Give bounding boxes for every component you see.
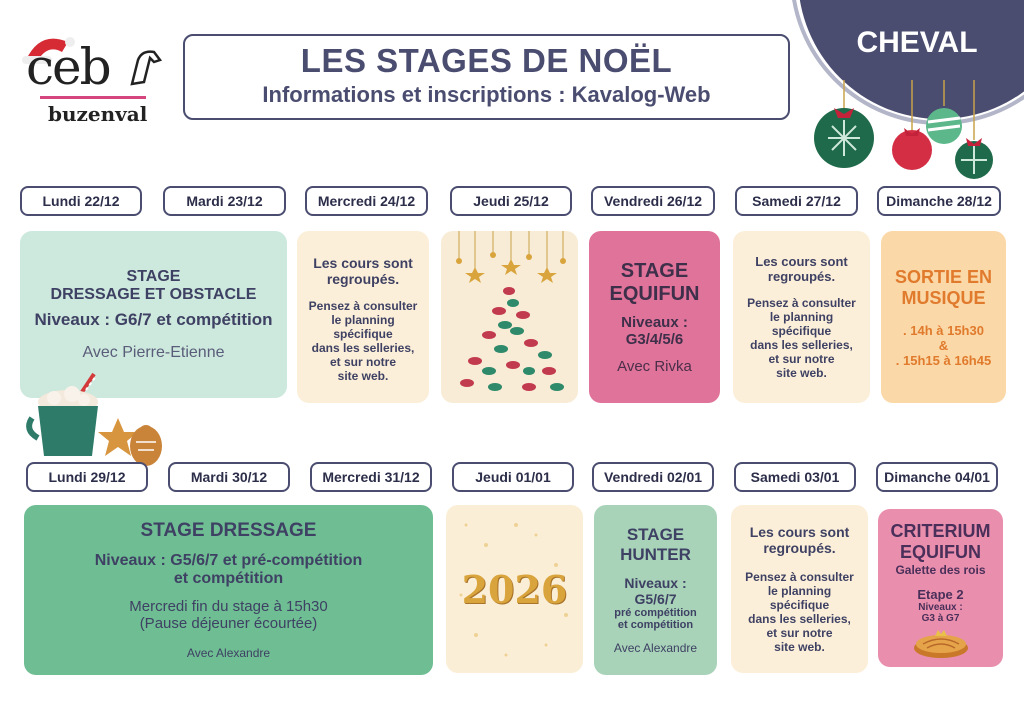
card-title: STAGE <box>620 259 689 282</box>
page-title: LES STAGES DE NOËL <box>300 42 673 79</box>
day-label: Samedi 27/12 <box>735 186 858 216</box>
info-line: spécifique <box>333 327 393 341</box>
info-line: site web. <box>337 369 389 383</box>
card-title: DRESSAGE ET OBSTACLE <box>50 285 257 303</box>
horse-head-icon <box>128 46 164 86</box>
info-line: Pensez à consulter <box>745 570 854 584</box>
info-line: le planning <box>769 310 834 324</box>
card-title: CRITERIUM <box>890 521 991 541</box>
day-label: Samedi 03/01 <box>734 462 856 492</box>
info-line: site web. <box>776 366 827 380</box>
card-title: SORTIE EN <box>894 266 992 287</box>
day-label: Mardi 30/12 <box>168 462 290 492</box>
info-line: regroupés. <box>767 269 836 284</box>
info-card <box>733 231 870 403</box>
info-line: dans les selleries, <box>750 338 853 352</box>
card-coach: Avec Alexandre <box>186 646 271 660</box>
info-line: Les cours sont <box>749 524 850 540</box>
day-label: Dimanche 04/01 <box>876 462 998 492</box>
day-label: Lundi 22/12 <box>20 186 142 216</box>
info-line: spécifique <box>771 324 832 338</box>
info-line: Les cours sont <box>755 254 848 269</box>
card-title: STAGE <box>626 525 685 544</box>
horse-tree-illustration <box>441 231 578 403</box>
card-title: HUNTER <box>620 545 691 564</box>
card-note: (Pause déjeuner écourtée) <box>139 615 318 632</box>
card-levels: et compétition <box>617 619 694 631</box>
day-label: Mercredi 31/12 <box>310 462 432 492</box>
logo-subtitle: buzenval <box>48 102 148 126</box>
day-label: Mercredi 24/12 <box>305 186 428 216</box>
card-levels: G3/4/5/6 <box>625 330 684 348</box>
info-line: le planning <box>331 313 395 327</box>
card-title: STAGE DRESSAGE <box>140 520 317 541</box>
day-label: Lundi 29/12 <box>26 462 148 492</box>
card-title: EQUIFUN <box>609 282 700 305</box>
info-line: et sur notre <box>329 355 396 369</box>
info-line: spécifique <box>769 598 830 612</box>
info-line: Pensez à consulter <box>747 296 856 310</box>
galette-icon <box>911 628 971 660</box>
event-card-sortie-musique <box>881 231 1006 403</box>
card-levels: G5/6/7 <box>634 591 677 607</box>
info-line: le planning <box>767 584 832 598</box>
card-levels: pré compétition <box>614 607 697 619</box>
logo <box>18 30 168 130</box>
page-subtitle: Informations et inscriptions : Kavalog-Web <box>262 82 711 107</box>
card-levels: Niveaux : <box>624 575 687 591</box>
logo-mark: ceb <box>26 38 110 96</box>
info-line: et sur notre <box>768 352 835 366</box>
info-line: site web. <box>774 640 825 654</box>
new-year-card <box>446 505 583 673</box>
info-line: Pensez à consulter <box>308 299 418 313</box>
event-card-criterium <box>878 509 1003 667</box>
info-line: regroupés. <box>763 540 836 556</box>
badge-label: CHEVAL <box>856 26 978 59</box>
day-label: Vendredi 26/12 <box>591 186 715 216</box>
card-coach: Avec Pierre-Etienne <box>82 343 225 361</box>
card-coach: Avec Alexandre <box>613 641 698 655</box>
card-time: . 14h à 15h30 <box>903 322 984 338</box>
info-line: Les cours sont <box>313 255 413 271</box>
day-label: Jeudi 01/01 <box>452 462 574 492</box>
day-label: Vendredi 02/01 <box>592 462 714 492</box>
card-subtitle: Galette des rois <box>895 563 986 577</box>
card-levels: Niveaux : <box>621 313 688 331</box>
card-levels: Niveaux : <box>918 602 963 613</box>
info-card <box>731 505 868 673</box>
card-levels: G3 à G7 <box>921 613 960 624</box>
logo-underline <box>40 96 146 99</box>
card-title: EQUIFUN <box>900 542 981 562</box>
card-stage: Etape 2 <box>917 587 964 602</box>
info-card <box>297 231 429 403</box>
info-line: dans les selleries, <box>748 612 851 626</box>
card-levels: et compétition <box>173 570 284 587</box>
header-box <box>183 34 790 120</box>
card-time: . 15h15 à 16h45 <box>895 352 992 368</box>
card-levels: Niveaux : G6/7 et compétition <box>34 309 273 329</box>
info-line: regroupés. <box>326 271 400 287</box>
card-time: & <box>938 337 949 353</box>
day-label: Jeudi 25/12 <box>450 186 572 216</box>
card-title: MUSIQUE <box>901 287 986 308</box>
info-line: dans les selleries, <box>311 341 415 355</box>
info-line: et sur notre <box>766 626 833 640</box>
card-note: Mercredi fin du stage à 15h30 <box>129 598 328 615</box>
stage-card-equifun <box>589 231 720 403</box>
card-coach: Avec Rivka <box>617 357 692 375</box>
day-label: Mardi 23/12 <box>163 186 286 216</box>
card-title: STAGE <box>126 267 181 285</box>
christmas-ornament-icon <box>808 80 1008 190</box>
day-label: Dimanche 28/12 <box>877 186 1001 216</box>
year-number: 2026 <box>461 566 568 612</box>
stage-card-dressage <box>24 505 433 675</box>
stage-card-hunter <box>594 505 717 675</box>
card-levels: Niveaux : G5/6/7 et pré-compétition <box>94 552 363 569</box>
